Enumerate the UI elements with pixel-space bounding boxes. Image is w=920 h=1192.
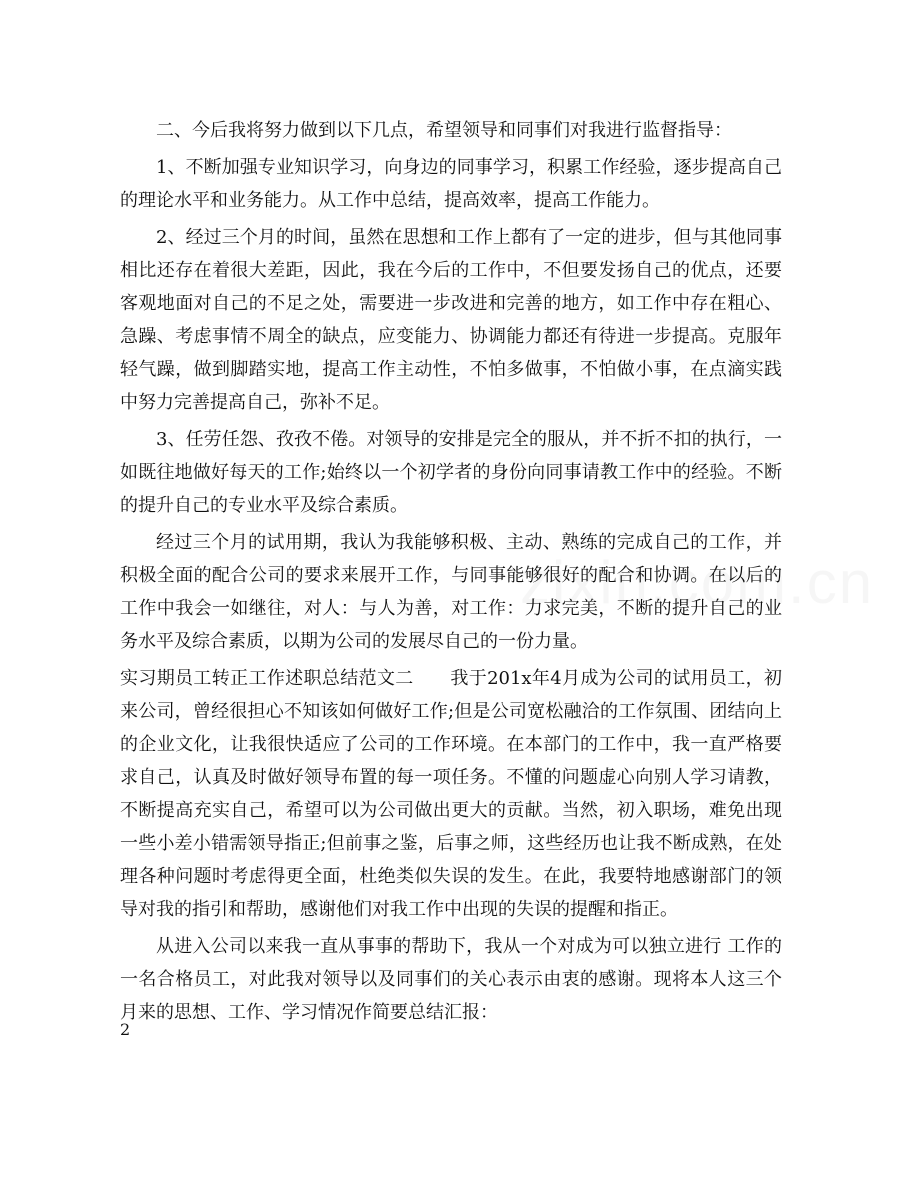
paragraph-introduction: 从进入公司以来我一直从事事的帮助下，我从一个对成为可以独立进行 工作的一名合格员工，对此我对领导以及同事们的关心表示由衷的感谢。现将本人这三个月来的思想、工作、学习情况作简要总结汇报： <box>120 936 782 1023</box>
paragraph-summary: 经过三个月的试用期，我认为我能够积极、主动、熟练的完成自己的工作，并积极全面的配合公司的要求来展开工作，与同事能够很好的配合和协调。在以后的工作中我会一如继往，对人：与人为善，对工作：力求完美，不断的提升自己的业务水平及综合素质，以期为公司的发展尽自己的一份力量。 <box>120 532 782 652</box>
paragraph-plan-heading: 二、今后我将努力做到以下几点，希望领导和同事们对我进行监督指导： <box>156 120 732 141</box>
paragraph-point-3: 3、任劳任怨、孜孜不倦。对领导的安排是完全的服从，并不折不扣的执行，一如既往地做好每天的工作;始终以一个初学者的身份向同事请教工作中的经验。不断的提升自己的专业水平及综合素质。 <box>120 429 782 516</box>
page-number: 2 <box>120 1020 131 1039</box>
document-body <box>120 114 782 1033</box>
paragraph-point-2: 2、经过三个月的时间，虽然在思想和工作上都有了一定的进步，但与其他同事相比还存在着很大差距，因此，我在今后的工作中，不但要发扬自己的优点，还要客观地面对自己的不足之处，需要进一步改进和完善的地方，如工作中存在粗心、急躁、考虑事情不周全的缺点，应变能力、协调能力都还有待进一步提高。克服年轻气躁，做到脚踏实地，提高工作主动性，不怕多做事，不怕做小事，在点滴实践中努力完善提高自己，弥补不足。 <box>120 227 782 413</box>
paragraph-sample-two: 实习期员工转正工作述职总结范文二 我于201x年4月成为公司的试用员工，初来公司，曾经很担心不知该如何做好工作;但是公司宽松融洽的工作氛围、团结向上的企业文化，让我很快适应了公司的工作环境。在本部门的工作中，我一直严格要求自己，认真及时做好领导布置的每一项任务。不懂的问题虚心向别人学习请教，不断提高充实自己，希望可以为公司做出更大的贡献。当然，初入职场，难免出现一些小差小错需领导指正;但前事之鉴，后事之师，这些经历也让我不断成熟，在处理各种问题时考虑得更全面，杜绝类似失误的发生。在此，我要特地感谢部门的领导对我的指引和帮助，感谢他们对我工作中出现的失误的提醒和指正。 <box>120 668 782 920</box>
paragraph-point-1: 1、不断加强专业知识学习，向身边的同事学习，积累工作经验，逐步提高自己的理论水平和业务能力。从工作中总结，提高效率，提高工作能力。 <box>120 157 782 211</box>
